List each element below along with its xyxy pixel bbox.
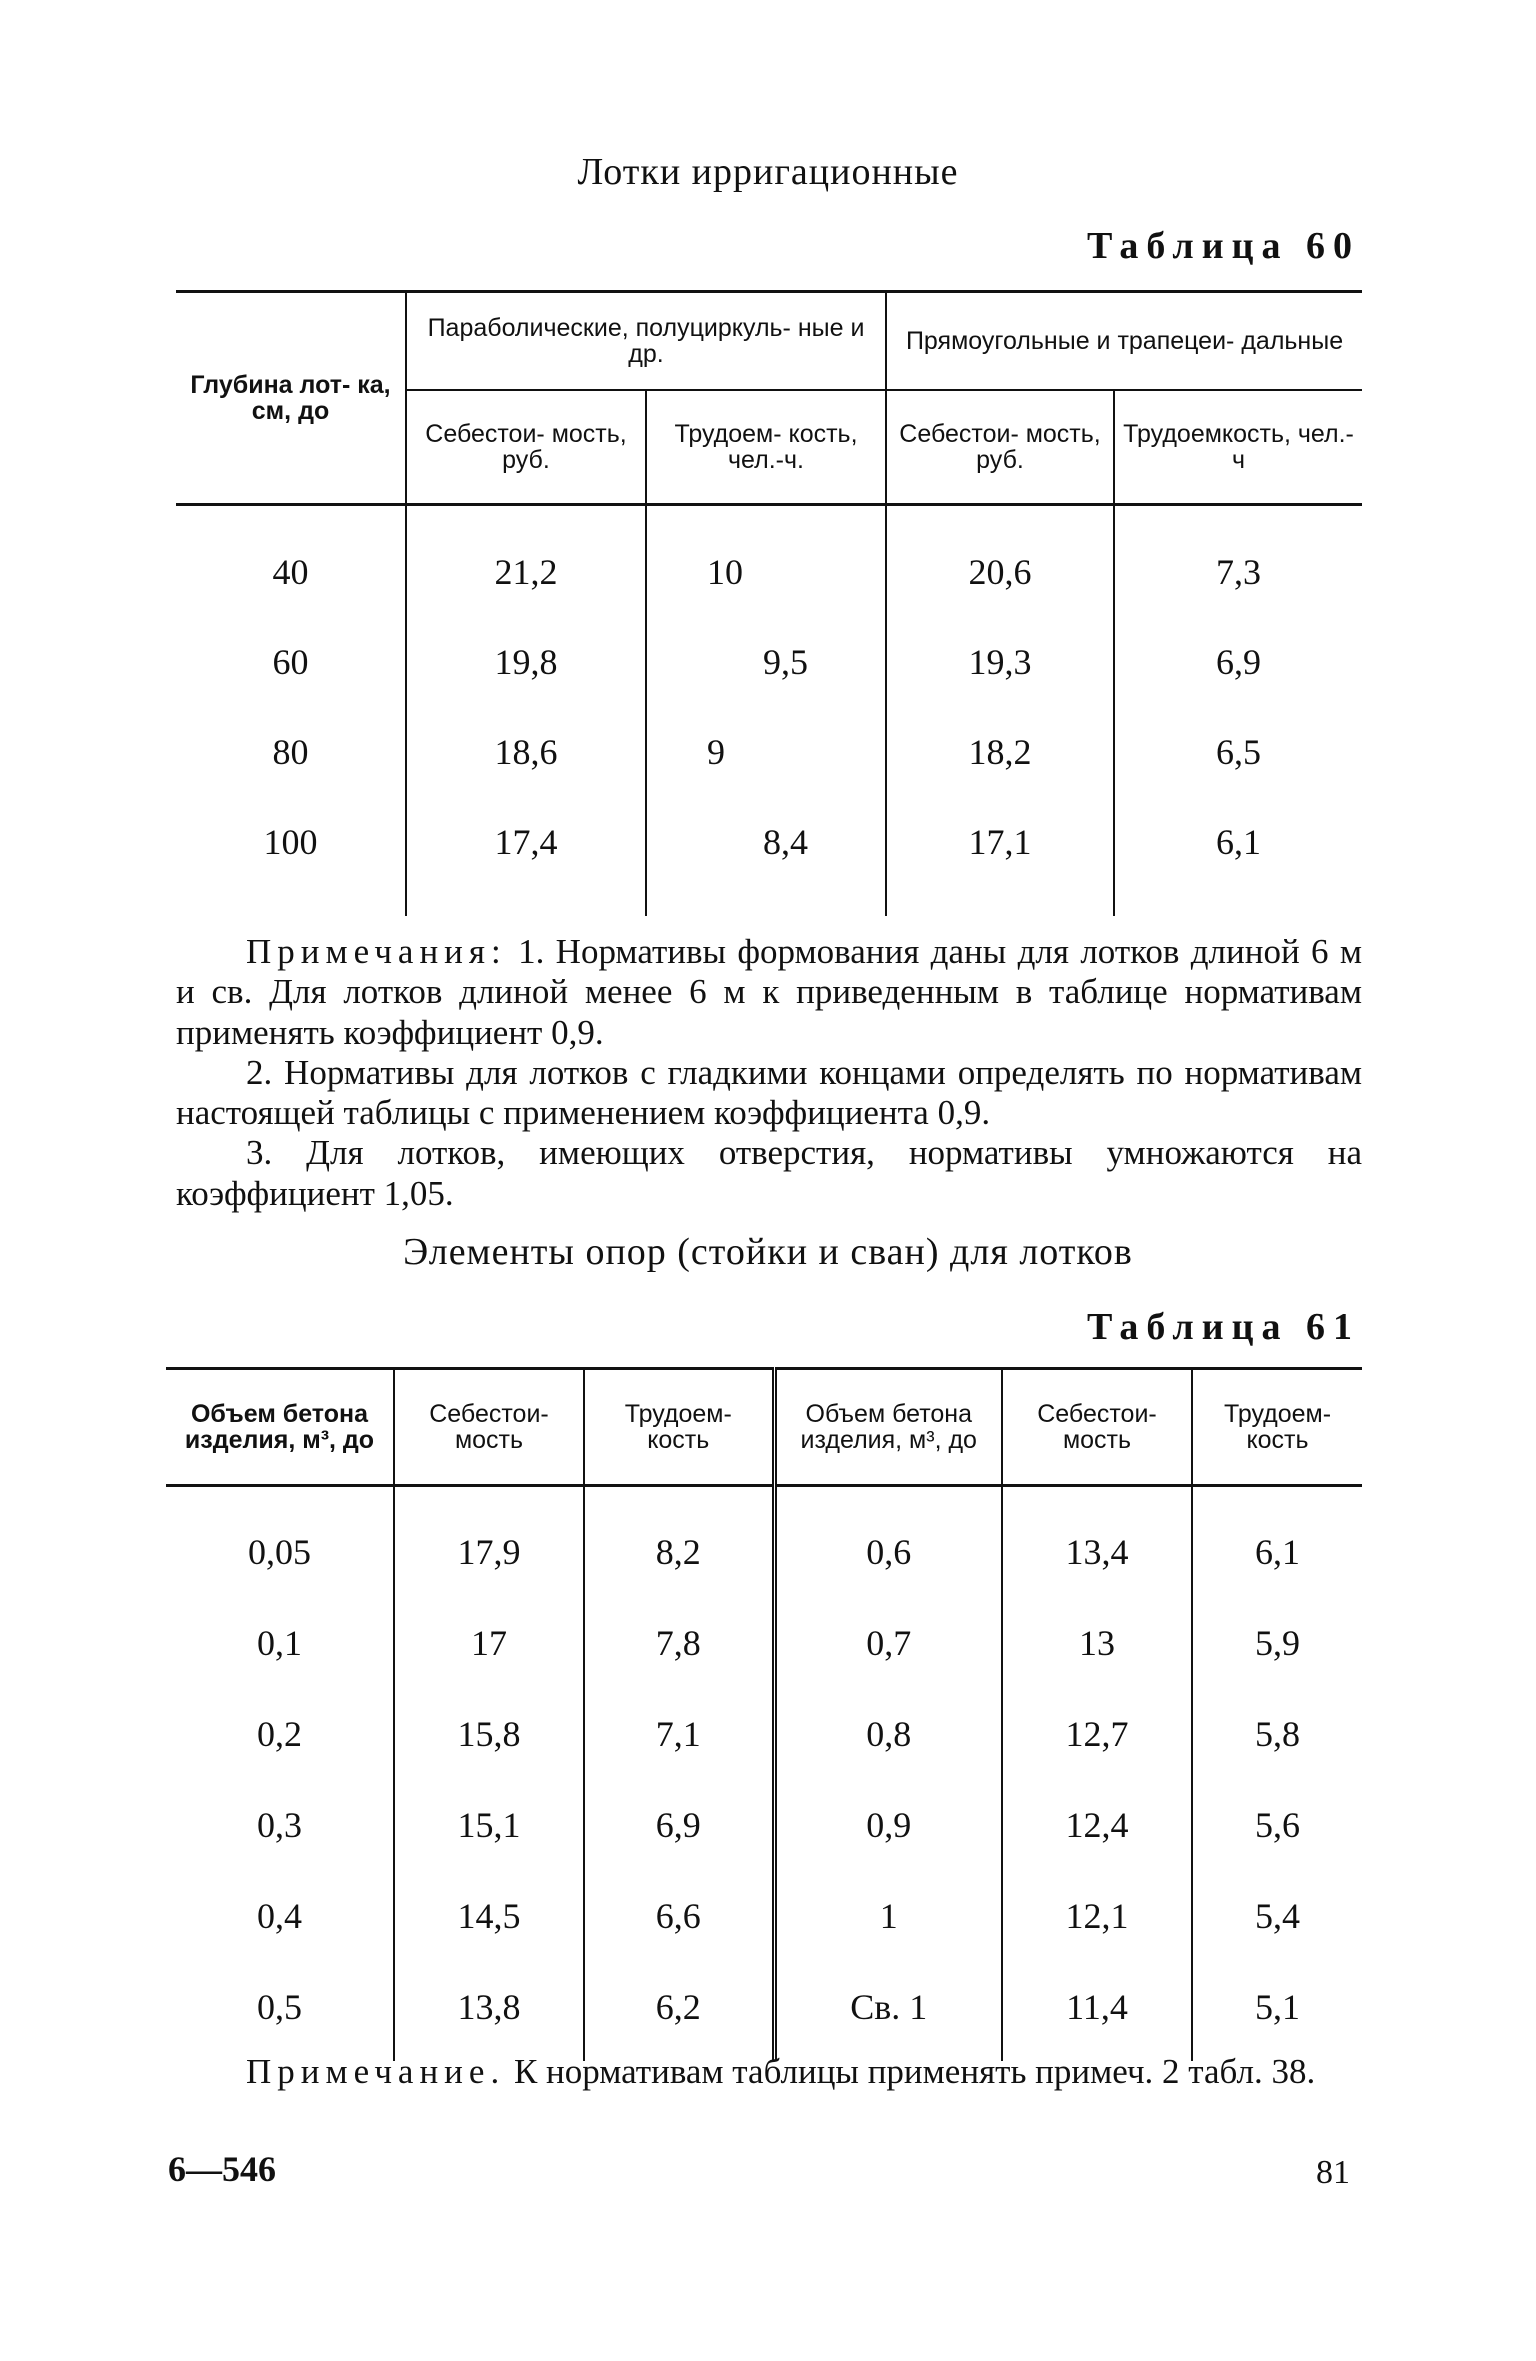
- cell: 1: [774, 1870, 1002, 1961]
- table-row: [176, 617, 1362, 707]
- header-cost-1: Себестои- мость: [394, 1369, 584, 1486]
- cell: 60: [272, 642, 309, 682]
- cell: 0,6: [774, 1486, 1002, 1598]
- cell: 5,8: [1192, 1688, 1362, 1779]
- cell: 13,8: [394, 1961, 584, 2061]
- note-2: 2. Нормативы для лотков с гладкими концами определять по нормативам настоящей таблицы с применением коэффициента 0,9.: [176, 1052, 1362, 1132]
- page-number: 81: [1316, 2154, 1350, 2191]
- cell: 9: [646, 707, 886, 797]
- cell: 19,3: [886, 617, 1114, 707]
- cell: 14,5: [394, 1870, 584, 1961]
- cell: 8,2: [584, 1486, 774, 1598]
- header-cost-2: Себестои- мость, руб.: [886, 390, 1114, 505]
- section-title-trays: Лотки ирригационные: [577, 151, 959, 193]
- cell: 100: [263, 822, 318, 862]
- note-text: К нормативам таблицы применять примеч. 2 табл. 38.: [513, 2052, 1316, 2091]
- cell: 17,4: [406, 797, 646, 916]
- cell: 0,4: [257, 1895, 302, 1936]
- notes-table-61: [176, 2052, 1362, 2092]
- note-label: Примечание.: [246, 2052, 506, 2091]
- cell: 0,3: [257, 1804, 302, 1845]
- table-row: [176, 797, 1362, 916]
- cell: 5,4: [1192, 1870, 1362, 1961]
- section-title-supports: Элементы опор (стойки и сван) для лотков: [403, 1231, 1133, 1273]
- cell: 7,8: [584, 1597, 774, 1688]
- header-depth: Глубина лот- ка, см, до: [176, 292, 406, 505]
- header-labor-2: Трудоем- кость: [1192, 1369, 1362, 1486]
- note-3: 3. Для лотков, имеющих отверстия, нормативы умножаются на коэффициент 1,05.: [176, 1133, 1362, 1213]
- cell: 12,1: [1002, 1870, 1192, 1961]
- cell: 6,9: [584, 1779, 774, 1870]
- note-1: 1. Нормативы формования даны для лотков длиной 6 м и св. Для лотков длиной менее 6 м к приведенным в таблице нормативам применять коэффициент 0,9.: [176, 932, 1362, 1052]
- header-rectangular: Прямоугольные и трапецеи- дальные: [886, 292, 1362, 391]
- cell: 17: [394, 1597, 584, 1688]
- cell: 8,4: [646, 797, 886, 916]
- table-row: [166, 1688, 1362, 1779]
- cell: 13,4: [1002, 1486, 1192, 1598]
- table-60: [176, 290, 1362, 916]
- cell: 0,2: [257, 1713, 302, 1754]
- cell: 0,8: [774, 1688, 1002, 1779]
- header-volume-1: Объем бетона изделия, м³, до: [166, 1369, 394, 1486]
- cell: 7,1: [584, 1688, 774, 1779]
- notes-table-60: [176, 932, 1362, 1214]
- cell: 10: [646, 505, 886, 618]
- cell: 0,1: [257, 1622, 302, 1663]
- header-labor-1: Трудоем- кость, чел.-ч.: [646, 390, 886, 505]
- cell: 7,3: [1114, 505, 1362, 618]
- cell: 12,7: [1002, 1688, 1192, 1779]
- cell: 5,9: [1192, 1597, 1362, 1688]
- table-row: [166, 1486, 1362, 1598]
- cell: 18,6: [406, 707, 646, 797]
- printer-signature: 6—546: [168, 2149, 276, 2189]
- notes-label: Примечания:: [246, 932, 507, 971]
- cell: 0,9: [774, 1779, 1002, 1870]
- header-cost-2: Себестои- мость: [1002, 1369, 1192, 1486]
- cell: 5,1: [1192, 1961, 1362, 2061]
- header-labor-2: Трудоемкость, чел.-ч: [1114, 390, 1362, 505]
- cell: 17,1: [886, 797, 1114, 916]
- cell: 40: [272, 552, 309, 592]
- cell: 80: [272, 732, 309, 772]
- cell: Св. 1: [774, 1961, 1002, 2061]
- cell: 13: [1002, 1597, 1192, 1688]
- cell: 15,8: [394, 1688, 584, 1779]
- table-row: [176, 707, 1362, 797]
- table-row: [166, 1597, 1362, 1688]
- table-row: [176, 505, 1362, 618]
- table-60-label: Таблица 60: [1086, 225, 1360, 267]
- cell: 9,5: [646, 617, 886, 707]
- cell: 0,7: [774, 1597, 1002, 1688]
- cell: 11,4: [1002, 1961, 1192, 2061]
- cell: 17,9: [394, 1486, 584, 1598]
- cell: 6,5: [1114, 707, 1362, 797]
- table-row: [166, 1961, 1362, 2061]
- cell: 12,4: [1002, 1779, 1192, 1870]
- header-cost-1: Себестои- мость, руб.: [406, 390, 646, 505]
- table-61: [166, 1367, 1362, 2061]
- cell: 6,2: [584, 1961, 774, 2061]
- cell: 20,6: [886, 505, 1114, 618]
- cell: 0,05: [248, 1531, 311, 1572]
- table-61-label: Таблица 61: [1086, 1306, 1360, 1348]
- cell: 6,9: [1114, 617, 1362, 707]
- cell: 0,5: [257, 1986, 302, 2027]
- cell: 5,6: [1192, 1779, 1362, 1870]
- cell: 6,1: [1192, 1486, 1362, 1598]
- cell: 15,1: [394, 1779, 584, 1870]
- header-labor-1: Трудоем- кость: [584, 1369, 774, 1486]
- table-row: [166, 1870, 1362, 1961]
- cell: 6,1: [1114, 797, 1362, 916]
- table-row: [166, 1779, 1362, 1870]
- cell: 21,2: [406, 505, 646, 618]
- header-volume-2: Объем бетона изделия, м³, до: [774, 1369, 1002, 1486]
- cell: 18,2: [886, 707, 1114, 797]
- header-parabolic: Параболические, полуциркуль- ные и др.: [406, 292, 886, 391]
- cell: 19,8: [406, 617, 646, 707]
- cell: 6,6: [584, 1870, 774, 1961]
